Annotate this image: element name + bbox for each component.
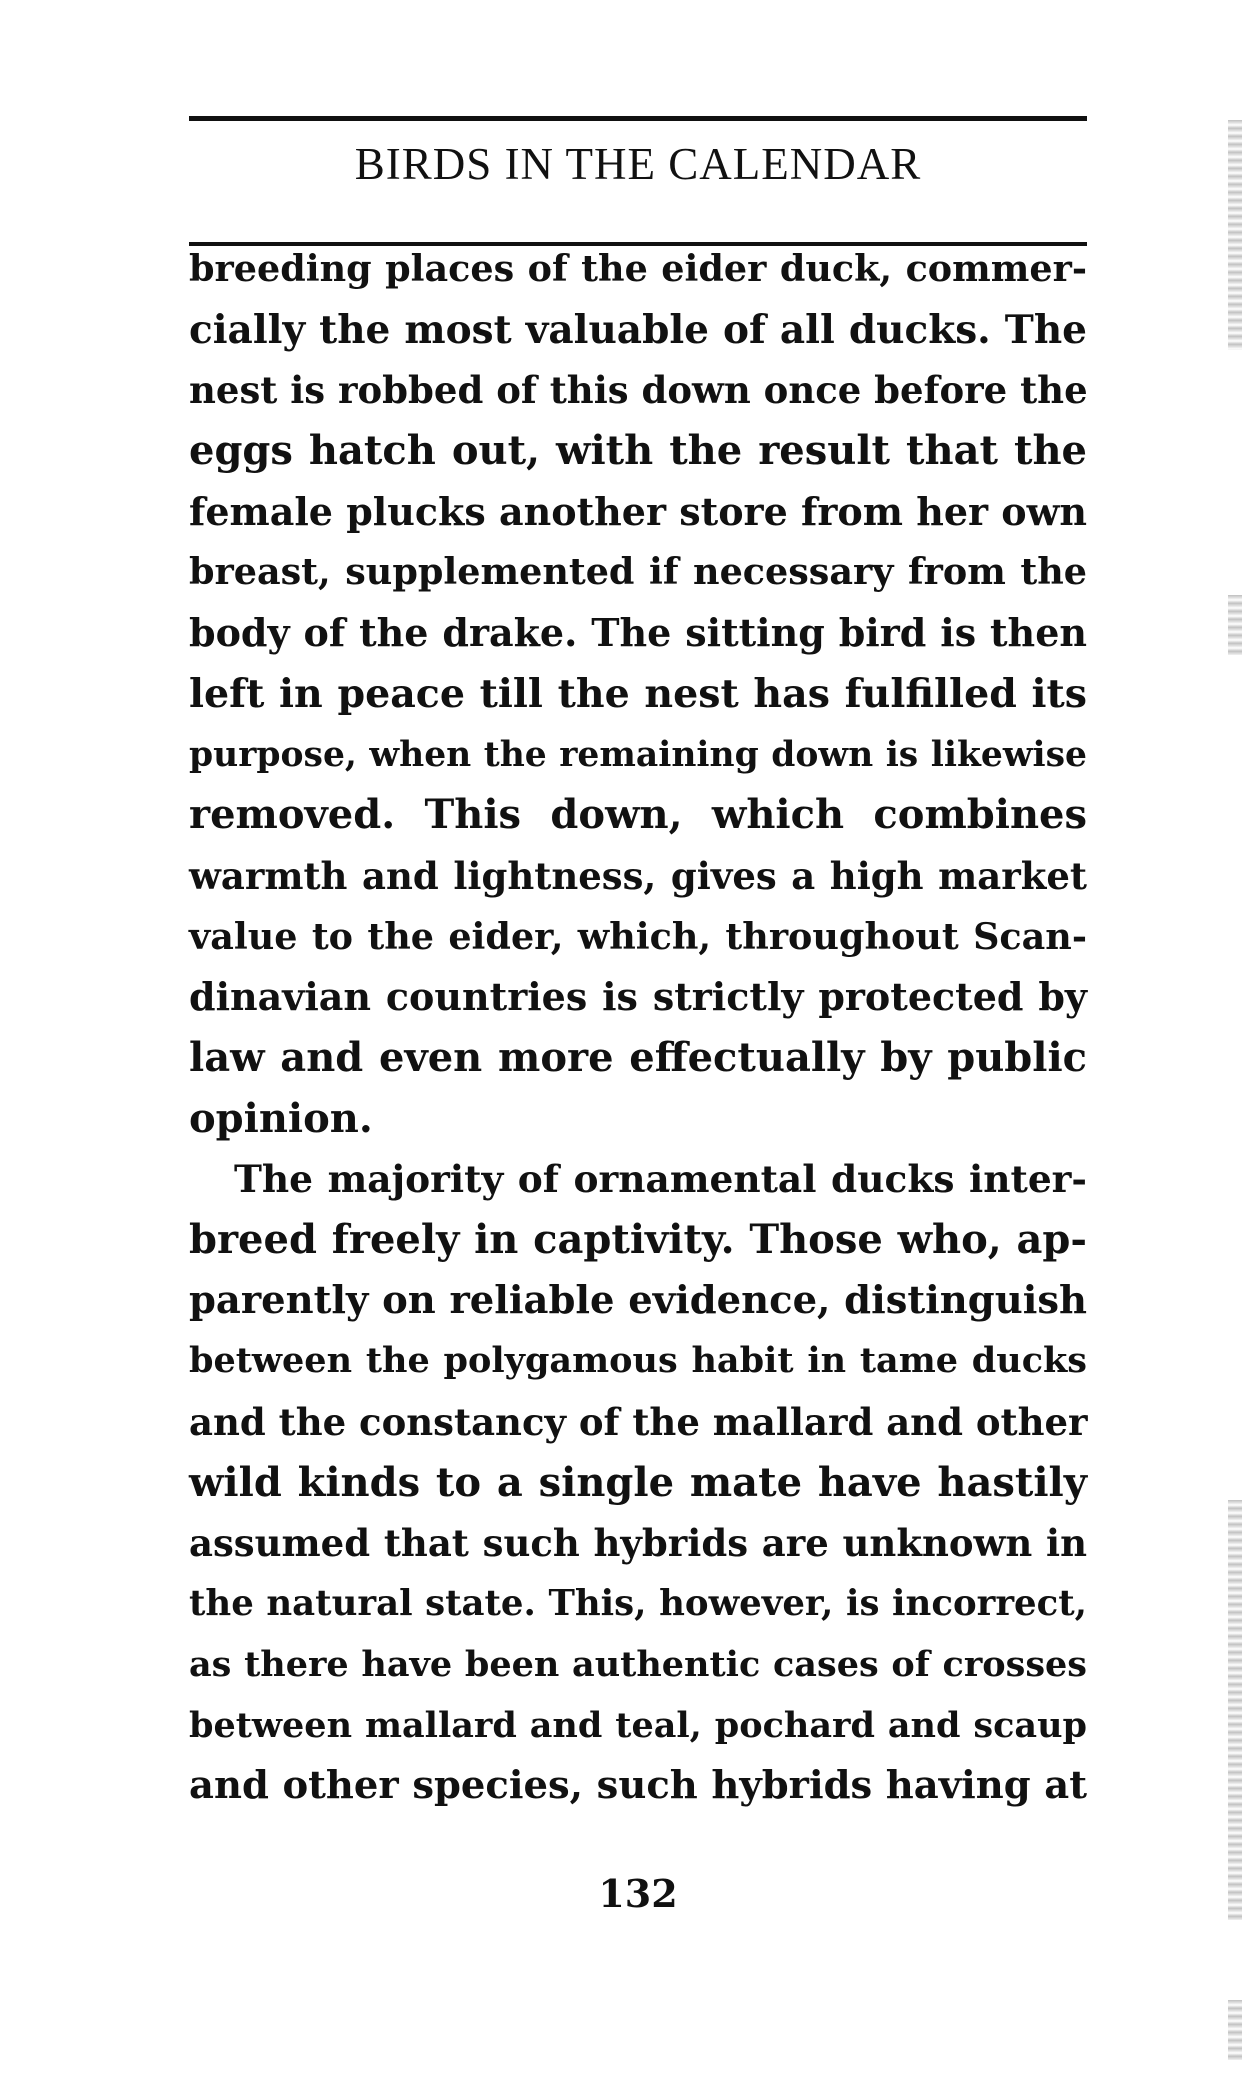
text-line: between the polygamous habit in tame ducks xyxy=(189,1340,1087,1382)
text-line: cially the most valuable of all ducks. The xyxy=(189,306,1087,353)
running-head: BIRDS IN THE CALENDAR xyxy=(354,139,922,189)
scan-edge-artifact xyxy=(1228,2000,1242,2060)
text-line: between mallard and teal, pochard and scaup xyxy=(189,1704,1087,1746)
text-line: and the constancy of the mallard and other xyxy=(189,1400,1088,1445)
scan-edge-artifact xyxy=(1228,120,1242,350)
text-line: as there have been authentic cases of crosses xyxy=(189,1643,1087,1685)
text-line: and other species, such hybrids having at xyxy=(189,1763,1087,1809)
text-line: removed. This down, which combines xyxy=(189,791,1087,839)
scan-edge-artifact xyxy=(1228,1500,1242,1920)
text-line: value to the eider, which, throughout Scan- xyxy=(189,914,1087,958)
text-line: eggs hatch out, with the result that the xyxy=(189,427,1087,475)
text-line: dinavian countries is strictly protected by xyxy=(189,974,1087,1020)
text-line: nest is robbed of this down once before the xyxy=(189,368,1088,413)
text-line: the natural state. This, however, is incorrect, xyxy=(189,1583,1087,1625)
text-line: wild kinds to a single mate have hastily xyxy=(189,1458,1087,1506)
text-line: breeding places of the eider duck, commer- xyxy=(189,247,1087,290)
text-line: parently on reliable evidence, distinguish xyxy=(189,1277,1087,1323)
scan-edge-artifact xyxy=(1228,595,1242,655)
text-line: left in peace till the nest has fulfilled its xyxy=(189,670,1087,717)
page-number: 132 xyxy=(598,1871,678,1916)
text-line: assumed that such hybrids are unknown in xyxy=(189,1521,1087,1566)
text-line: law and even more effectually by public xyxy=(189,1033,1087,1081)
text-line: female plucks another store from her own xyxy=(189,488,1087,534)
text-line: warmth and lightness, gives a high market xyxy=(189,853,1087,898)
text-line: purpose, when the remaining down is likewise xyxy=(189,734,1087,775)
text-line: opinion. xyxy=(189,1094,373,1142)
text-line: breast, supplemented if necessary from the xyxy=(189,550,1087,594)
text-line: breed freely in captivity. Those who, ap- xyxy=(189,1216,1087,1263)
text-line: The majority of ornamental ducks inter- xyxy=(234,1157,1087,1202)
text-line: body of the drake. The sitting bird is then xyxy=(189,610,1087,656)
header-top-rule xyxy=(189,116,1087,121)
body-text xyxy=(189,239,1087,1817)
